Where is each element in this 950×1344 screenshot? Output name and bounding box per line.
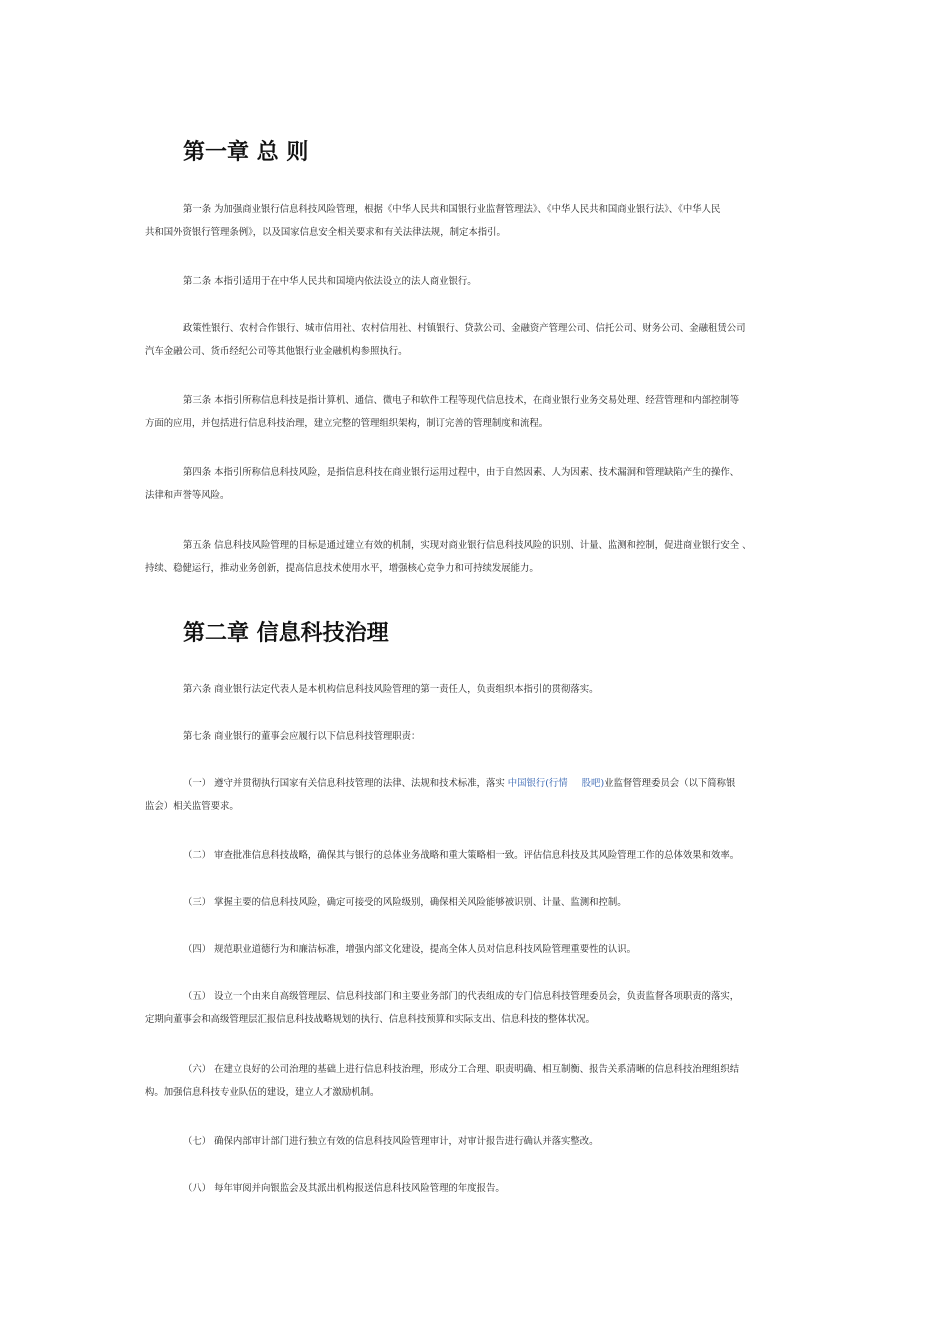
article-4-line-1: 第四条 本指引所称信息科技风险，是指信息科技在商业银行运用过程中，由于自然因素、人为因素、技术漏洞和管理缺陷产生的操作、	[183, 467, 740, 478]
item-1-text-post: 业监督管理委员会（以下简称银	[604, 778, 736, 789]
article-3-line-1: 第三条 本指引所称信息科技是指计算机、通信、微电子和软件工程等现代信息技术，在商业银行业务交易处理、经营管理和内部控制等	[183, 395, 740, 406]
article-5	[145, 534, 810, 580]
item-1-line-1	[145, 772, 810, 795]
item-2-line-1: （二） 审查批准信息科技战略，确保其与银行的总体业务战略和重大策略相一致。评估信息科技及其风险管理工作的总体效果和效率。	[183, 850, 740, 861]
article-1-line-1: 第一条 为加强商业银行信息科技风险管理，根据《中华人民共和国银行业监督管理法》、《中华人民共和国商业银行法》、《中华人民	[183, 204, 721, 215]
item-6	[145, 1058, 810, 1104]
article-2-scope	[145, 317, 810, 363]
paren-open: (	[545, 778, 549, 789]
article-1-line-2: 共和国外资银行管理条例》，以及国家信息安全相关要求和有关法律法规，制定本指引。	[145, 227, 506, 238]
item-7-line-1: （七） 确保内部审计部门进行独立有效的信息科技风险管理审计，对审计报告进行确认并落实整改。	[183, 1136, 599, 1147]
item-4	[145, 938, 810, 961]
item-5-line-1: （五） 设立一个由来自高级管理层、信息科技部门和主要业务部门的代表组成的专门信息科技管理委员会，负责监督各项职责的落实，	[183, 991, 740, 1002]
item-5-line-2: 定期向董事会和高级管理层汇报信息科技战略规划的执行、信息科技预算和实际支出、信息科技的整体状况。	[145, 1014, 596, 1025]
forum-link[interactable]: 股吧	[581, 778, 601, 789]
item-7	[145, 1130, 810, 1153]
item-4-line-1: （四） 规范职业道德行为和廉洁标准，增强内部文化建设，提高全体人员对信息科技风险管理重要性的认识。	[183, 944, 636, 955]
article-5-line-1: 第五条 信息科技风险管理的目标是通过建立有效的机制，实现对商业银行信息科技风险的识别、计量、监测和控制，促进商业银行安全 、	[183, 540, 752, 551]
item-1-line-2: 监会）相关监管要求。	[145, 801, 239, 812]
item-6-line-2: 构。加强信息科技专业队伍的建设，建立人才激励机制。	[145, 1087, 380, 1098]
item-3-line-1: （三） 掌握主要的信息科技风险，确定可接受的风险级别，确保相关风险能够被识别、计量、监测和控制。	[183, 897, 627, 908]
article-4-line-2: 法律和声誉等风险。	[145, 490, 230, 501]
item-8-line-1: （八） 每年审阅并向银监会及其派出机构报送信息科技风险管理的年度报告。	[183, 1183, 505, 1194]
item-2	[145, 844, 810, 867]
article-4	[145, 461, 810, 507]
article-2-line-1: 第二条 本指引适用于在中华人民共和国境内依法设立的法人商业银行。	[183, 276, 477, 287]
chapter-1-heading: 第一章 总 则	[183, 140, 309, 165]
chapter-2-heading: 第二章 信息科技治理	[183, 621, 389, 646]
item-1	[145, 772, 810, 818]
article-2-scope-line-1: 政策性银行、农村合作银行、城市信用社、农村信用社、村镇银行、贷款公司、金融资产管理公司、信托公司、财务公司、金融租赁公司	[183, 323, 746, 334]
item-5	[145, 985, 810, 1031]
article-2	[145, 270, 810, 293]
bank-of-china-link[interactable]: 中国银行	[507, 778, 546, 789]
item-3	[145, 891, 810, 914]
article-6-line-1: 第六条 商业银行法定代表人是本机构信息科技风险管理的第一责任人，负责组织本指引的贯彻落实。	[183, 684, 599, 695]
quote-link[interactable]: 行情	[548, 778, 568, 789]
item-8	[145, 1177, 810, 1200]
article-2-scope-line-2: 汽车金融公司、货币经纪公司等其他银行业金融机构参照执行。	[145, 346, 408, 357]
article-3	[145, 389, 810, 435]
item-6-line-1: （六） 在建立良好的公司治理的基础上进行信息科技治理，形成分工合理、职责明确、相互制衡、报告关系清晰的信息科技治理组织结	[183, 1064, 740, 1075]
article-5-line-2: 持续、稳健运行，推动业务创新，提高信息技术使用水平，增强核心竞争力和可持续发展能力。	[145, 563, 539, 574]
article-1	[145, 198, 810, 244]
article-3-line-2: 方面的应用，并包括进行信息科技治理，建立完整的管理组织架构，制订完善的管理制度和流程。	[145, 418, 549, 429]
paren-close: )	[600, 778, 605, 789]
article-6	[145, 678, 810, 701]
article-7	[145, 725, 810, 748]
article-7-line-1: 第七条 商业银行的董事会应履行以下信息科技管理职责：	[183, 731, 421, 742]
item-1-text-pre: （一） 遵守并贯彻执行国家有关信息科技管理的法律、法规和技术标准，落实	[183, 778, 508, 789]
